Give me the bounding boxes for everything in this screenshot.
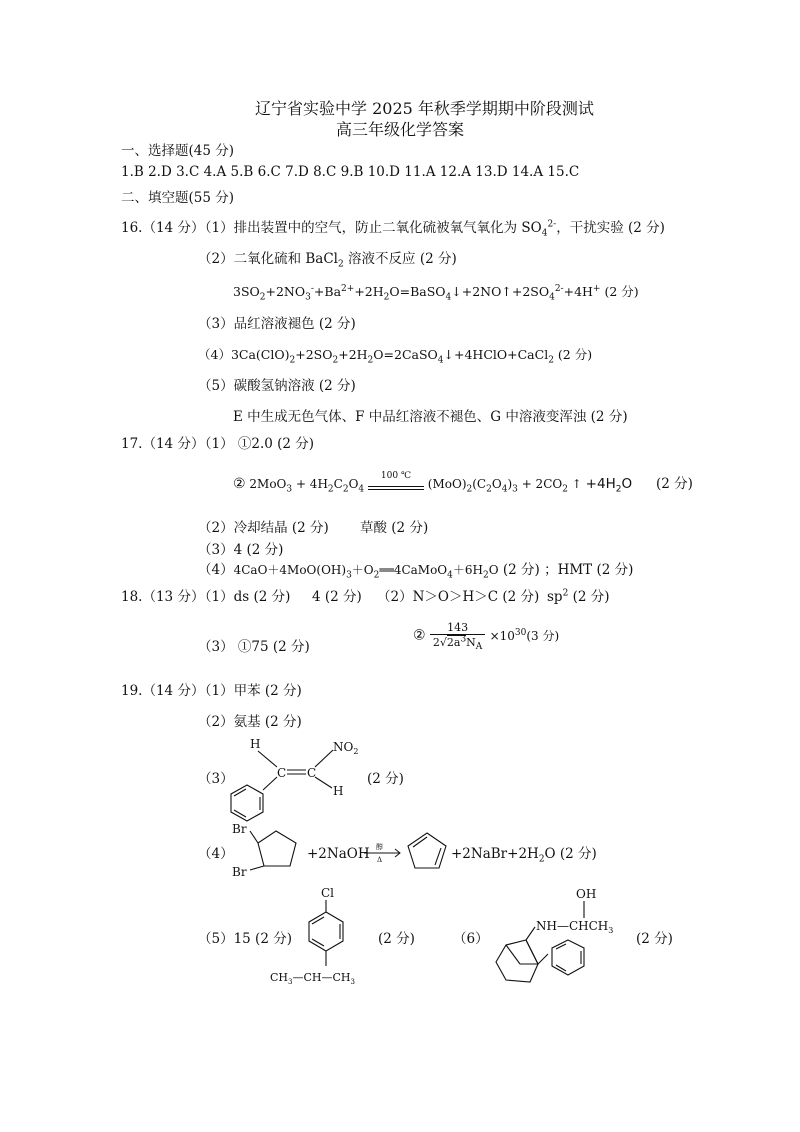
cyclopentadiene-structure xyxy=(404,830,450,872)
q18-label: 18.（13 分） xyxy=(121,589,205,605)
q16-part5a: （5）碳酸氢钠溶液 (2 分) xyxy=(198,378,356,394)
svg-text:C: C xyxy=(307,766,317,780)
svg-text:醇: 醇 xyxy=(376,843,383,851)
svg-text:Δ: Δ xyxy=(377,856,383,864)
svg-text:CH3—CH—CH3: $CH_3—CH—CH_3$ xyxy=(270,971,355,986)
q16-part2a: （2）二氧化硫和 BaCl$_2$ 溶液不反应 (2 分) xyxy=(198,251,457,270)
q18-part3b: ② $\frac{143}{2√2a^3N_A}$ $\times 10^{30}(3$ 分) xyxy=(413,621,560,653)
svg-text:Br: Br xyxy=(232,865,247,879)
q17-part4: $(4)4CaO+4MoO(OH)_3+O_2══4CaMoO_4+6H_2O$ (2 分) ；HMT (2 分) xyxy=(198,562,634,581)
choice-answers: 1.B 2.D 3.C 4.A 5.B 6.C 7.D 8.C 9.B 10.D 11.A 12.A 13.D 14.A 15.C xyxy=(121,164,580,180)
svg-text:Cl: Cl xyxy=(321,886,335,900)
q16-part1: （1）排出装置中的空气，防止二氧化硫被氧气氧化为 $SO_4^{2-}$，干扰实验 (2 分) xyxy=(198,219,665,239)
svg-text:OH: OH xyxy=(576,887,597,901)
q19-part6-score: (2 分) xyxy=(636,931,673,947)
q16-part2b-equation: $3SO_2+2NO_3^-+Ba^{2+}+2H_2O=BaSO_4↓+2NO↑+2SO_4^{2-}+4H^+$ (2 分) xyxy=(233,283,639,303)
q16-part4-equation: $(4)3Ca(ClO)_2+2SO_2+2H_2O=2CaSO_4↓+4HClO+CaCl_2$ (2 分) xyxy=(198,347,593,366)
q19-label: 19.（14 分） xyxy=(121,683,205,699)
svg-text:H: H xyxy=(250,737,261,751)
q19-part6-label: （6） xyxy=(453,931,489,947)
q16-part3: （3）品红溶液褪色 (2 分) xyxy=(198,316,356,332)
q18-part2: （2）N＞O＞H＞C (2 分) xyxy=(377,589,540,605)
density-fraction: $\frac{143}{2√2a^3N_A}$ xyxy=(430,621,485,650)
q18-part1b: 4 (2 分) xyxy=(312,589,362,605)
q18-part2b: $sp^2$ (2 分) xyxy=(547,588,610,605)
chlorocumene-structure xyxy=(268,883,378,988)
q19-part4-label: （4） xyxy=(198,846,234,862)
q19-part5-score: (2 分) xyxy=(378,931,415,947)
q17-part2a: （2）冷却结晶 (2 分) xyxy=(198,520,329,536)
svg-text:Br: Br xyxy=(232,822,247,836)
section1-heading: 一、选择题(45 分) xyxy=(121,143,235,159)
svg-text:NO2: $NO_2$ xyxy=(333,740,359,756)
reaction-condition: 100 ℃ xyxy=(380,470,412,481)
q17-equation: ② $2MoO_3 + 4H_2C_2O_4$ 100 ℃ $(MoO)_2(C_2O_4)_3 + 2CO_2$ ↑ $+4H_2O$ (2 分) xyxy=(233,475,693,493)
q18-part3: （3） ①75 (2 分) xyxy=(198,639,310,655)
q19-part5: （5）15 (2 分) xyxy=(198,931,292,947)
q16-part5b: E 中生成无色气体、F 中品红溶液不褪色、G 中溶液变浑浊 (2 分) xyxy=(233,409,628,425)
nitrostyrene-structure xyxy=(225,735,365,825)
q19-part2: （2）氨基 (2 分) xyxy=(198,714,302,730)
q16-label: 16.（14 分） xyxy=(121,220,205,236)
q19-part3-score: (2 分) xyxy=(367,771,404,787)
svg-text:H: H xyxy=(333,784,344,798)
section2-heading: 二、填空题(55 分) xyxy=(121,190,235,206)
q19-part3-label: （3） xyxy=(198,771,234,787)
svg-text:C: C xyxy=(277,766,287,780)
q17-part1: （1） ①2.0 (2 分) xyxy=(198,436,315,452)
svg-text:NH—CHCH3: $NH—CHCH_3$ xyxy=(536,919,614,935)
q19-part1: （1）甲苯 (2 分) xyxy=(198,683,302,699)
q17-part3: （3）4 (2 分) xyxy=(198,542,284,558)
bicyclic-amine-structure xyxy=(488,882,638,992)
q18-part1a: （1）ds (2 分) xyxy=(198,589,291,605)
page-title: 辽宁省实验中学 2025 年秋季学期期中阶段测试 xyxy=(255,99,594,118)
q19-part4-products: $+2NaBr+2H_2O$ (2 分) xyxy=(451,846,597,865)
q19-part4-reagent: +2NaOH xyxy=(307,846,370,862)
page-subtitle: 高三年级化学答案 xyxy=(336,120,465,139)
dibromocyclopentane-structure xyxy=(228,820,308,885)
q17-part2b: 草酸 (2 分) xyxy=(360,520,429,536)
q17-label: 17.（14 分） xyxy=(121,436,205,452)
reaction-arrow xyxy=(362,842,404,864)
